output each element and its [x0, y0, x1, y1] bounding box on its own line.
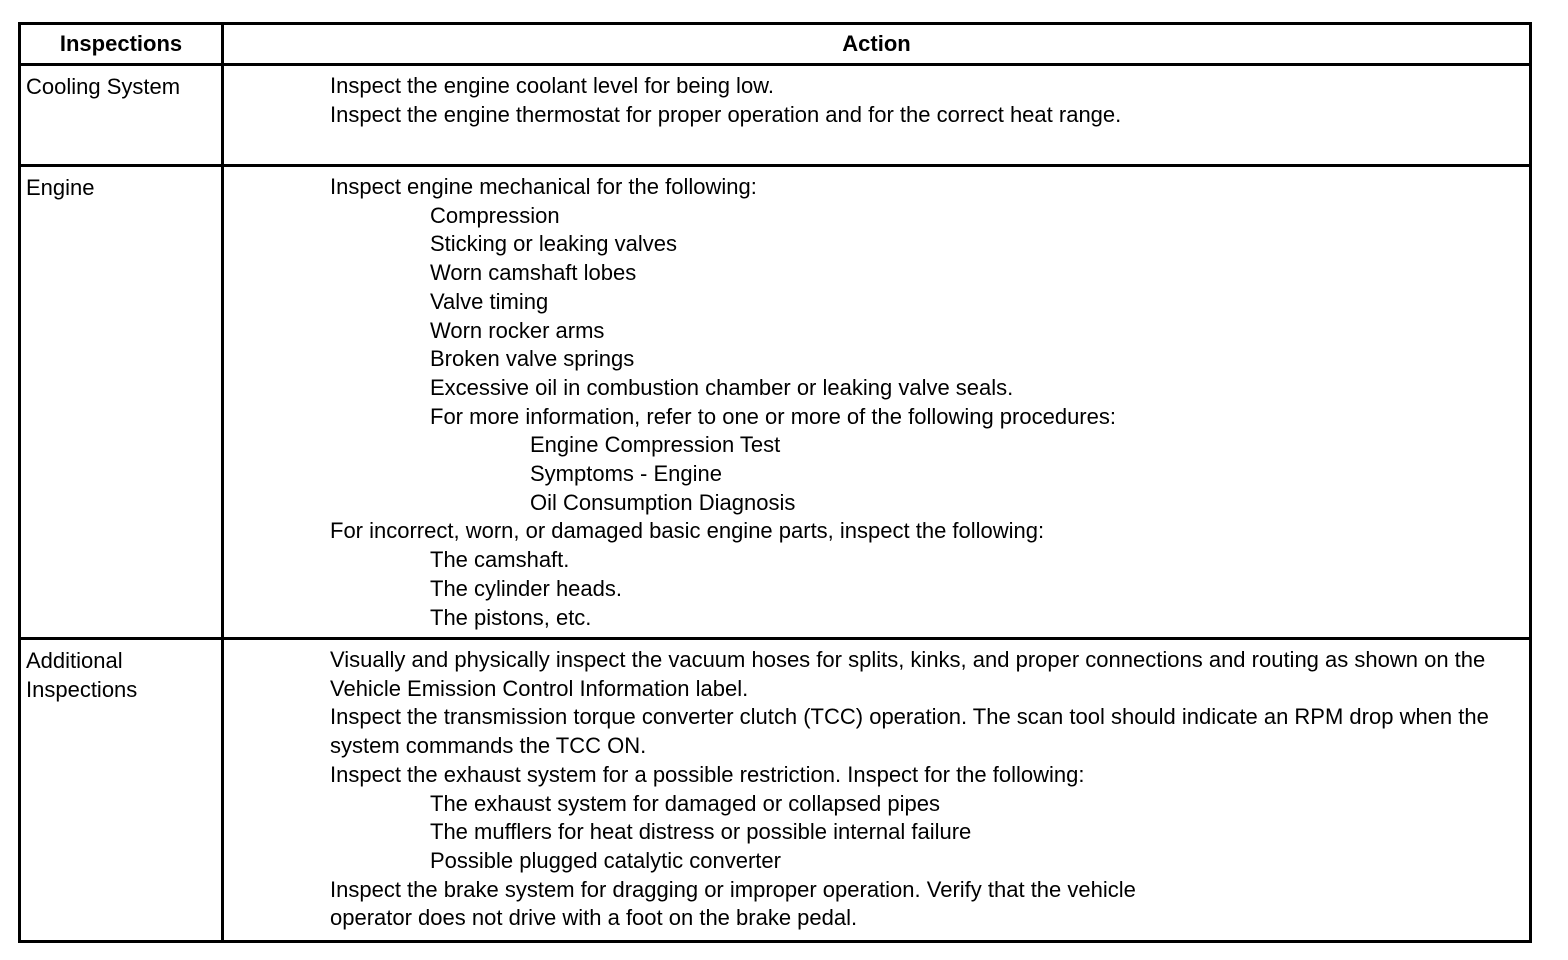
procedure-reference: Symptoms - Engine: [530, 461, 722, 487]
procedure-reference: Engine Compression Test: [530, 432, 781, 458]
action-line: Inspect the transmission torque converter clutch (TCC) operation. The scan tool should indicate an RPM drop when the system commands the TCC ON.: [330, 704, 1489, 759]
action-subline: Worn rocker arms: [430, 317, 605, 343]
action-subline: Valve timing: [430, 288, 549, 314]
action-line: Inspect the engine thermostat for proper operation and for the correct heat range.: [330, 101, 1122, 127]
action-line: Inspect the exhaust system for a possible restriction. Inspect for the following:: [330, 761, 1085, 787]
action-cell: [223, 166, 1531, 639]
action-line: operator does not drive with a foot on the brake pedal.: [330, 905, 858, 931]
table-row-additional-inspections: [20, 639, 1531, 942]
procedure-reference: Oil Consumption Diagnosis: [530, 489, 796, 515]
header-row: [20, 24, 1531, 65]
action-line: For incorrect, worn, or damaged basic engine parts, inspect the following:: [330, 518, 1045, 544]
action-subline: Sticking or leaking valves: [430, 231, 678, 257]
table-row-engine: [20, 166, 1531, 639]
action-subline: Compression: [430, 202, 560, 228]
action-subline: Worn camshaft lobes: [430, 260, 637, 286]
action-line: Inspect engine mechanical for the following:: [330, 174, 757, 199]
action-line: Inspect the engine coolant level for being low.: [330, 73, 774, 98]
action-column-header: Action: [223, 24, 1531, 65]
action-subline: The pistons, etc.: [430, 604, 592, 630]
inspection-label: Additional Inspections: [20, 639, 223, 942]
action-subline: Possible plugged catalytic converter: [430, 847, 781, 873]
action-line: Inspect the brake system for dragging or improper operation. Verify that the vehicle: [330, 876, 1136, 902]
inspection-table: [18, 22, 1532, 943]
inspection-label: Cooling System: [20, 65, 223, 166]
action-subline: The cylinder heads.: [430, 575, 622, 601]
action-subline: Broken valve springs: [430, 346, 635, 372]
inspections-column-header: Inspections: [20, 24, 223, 65]
action-subline: The exhaust system for damaged or collapsed pipes: [430, 790, 940, 816]
action-cell: [223, 65, 1531, 166]
table-row-cooling-system: [20, 65, 1531, 166]
action-cell: [223, 639, 1531, 942]
action-subline: The mufflers for heat distress or possible internal failure: [430, 819, 972, 845]
action-line: Visually and physically inspect the vacuum hoses for splits, kinks, and proper connections and routing as shown on the Vehicle Emission Control Information label.: [330, 647, 1486, 701]
action-subline: For more information, refer to one or more of the following procedures:: [430, 403, 1116, 429]
action-subline: Excessive oil in combustion chamber or leaking valve seals.: [430, 374, 1014, 400]
action-subline: The camshaft.: [430, 547, 570, 573]
inspection-label: Engine: [20, 166, 223, 639]
